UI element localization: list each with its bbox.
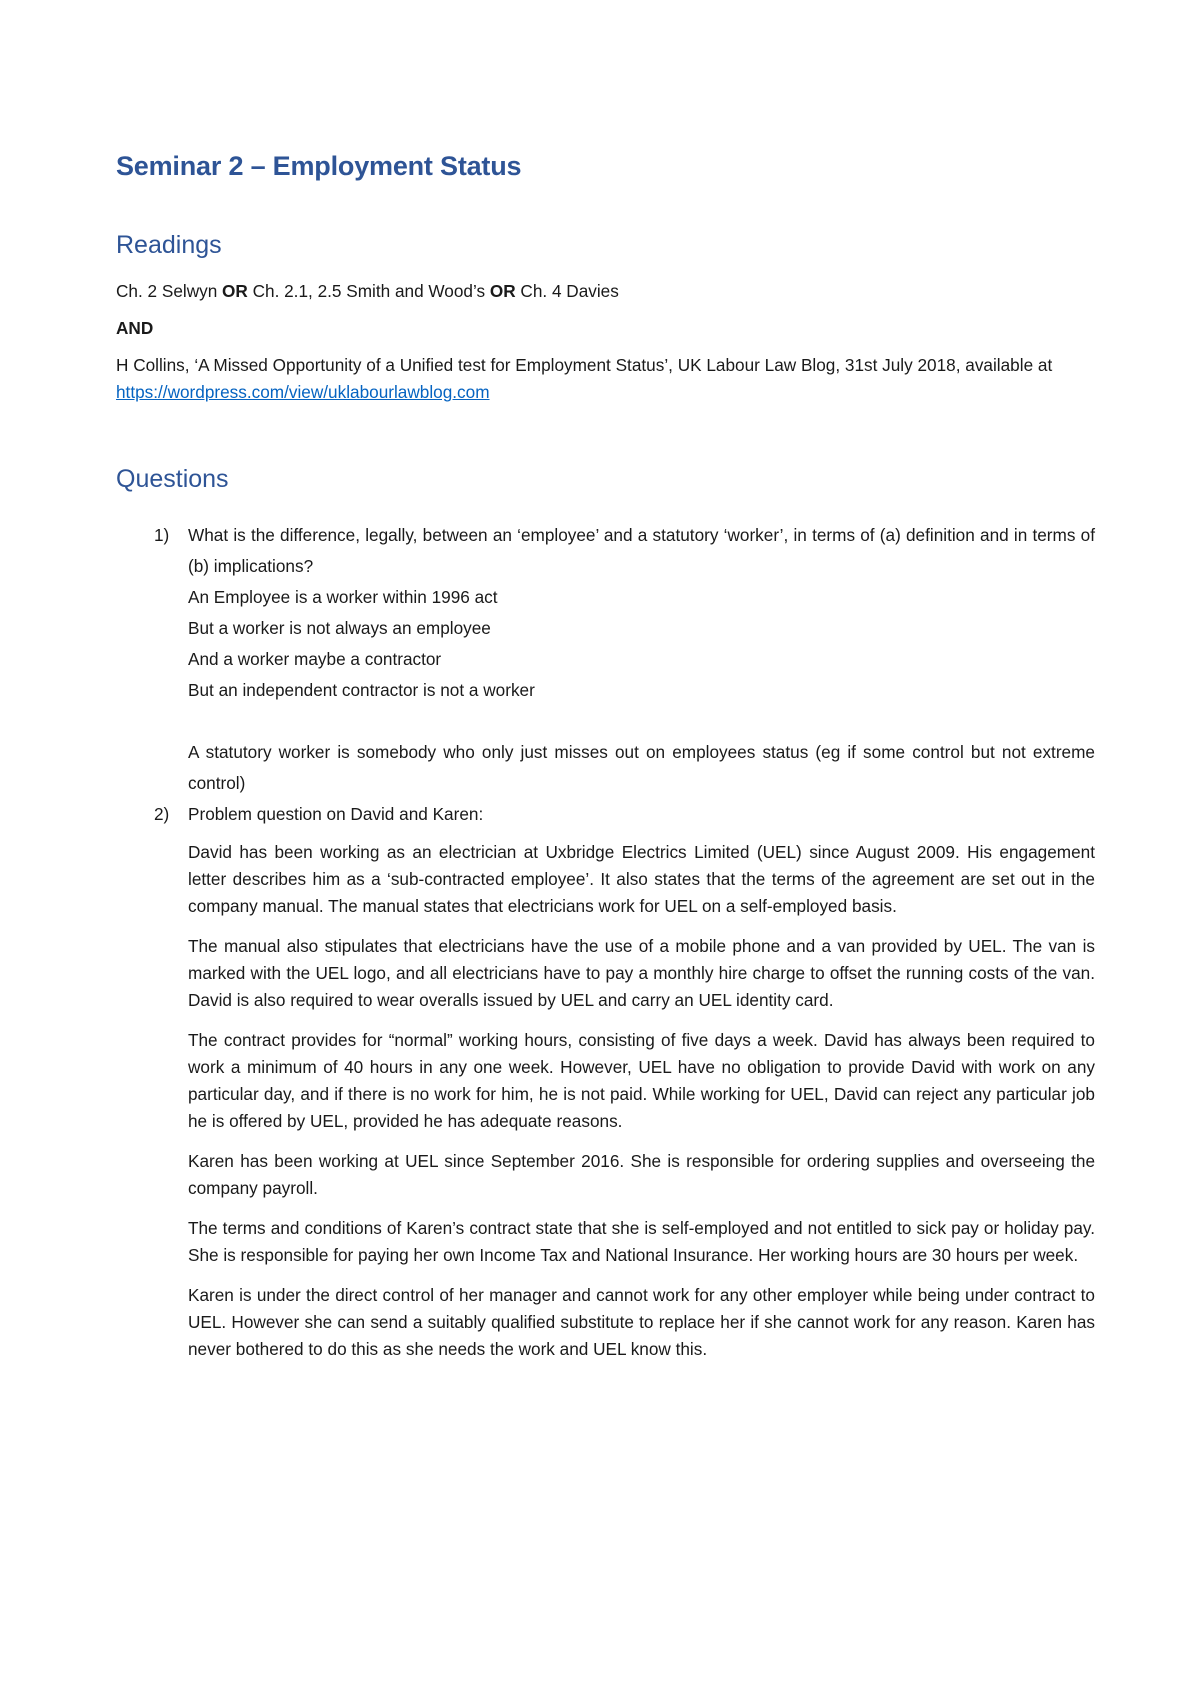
or-label: OR — [222, 281, 248, 301]
scenario-paragraph: David has been working as an electrician at Uxbridge Electrics Limited (UEL) since August 2009. His engagement letter describes him as a ‘sub-contracted employee’. It also states that the terms of the agreement are set out in the company manual. The manual states that electricians work for UEL on a self-employed basis. — [188, 842, 1095, 916]
scenario-paragraph: The terms and conditions of Karen’s contract state that she is self-employed and not entitled to sick pay or holiday pay. She is responsible for paying her own Income Tax and National Insurance. Her working hours are 30 hours per week. — [188, 1218, 1095, 1265]
question-item — [116, 520, 1095, 799]
readings-heading: Readings — [116, 231, 222, 259]
answer-line: But an independent contractor is not a worker — [188, 680, 535, 700]
reading-davies: Ch. 4 Davies — [515, 281, 619, 301]
question-item — [116, 799, 1095, 1363]
scenario-paragraph: Karen is under the direct control of her manager and cannot work for any other employer while being under contract to UEL. However she can send a suitably qualified substitute to replace her if she cannot work for any reason. Karen has never bothered to do this as she needs the work and UEL know this. — [188, 1285, 1095, 1359]
answer-note: A statutory worker is somebody who only just misses out on employees status (eg if some control but not extreme control) — [188, 742, 1095, 793]
reading-smith-wood: Ch. 2.1, 2.5 Smith and Wood’s — [247, 281, 490, 301]
readings-list — [116, 278, 1095, 305]
problem-scenario — [188, 839, 1095, 1363]
spacer — [188, 706, 1095, 737]
blog-link[interactable]: https://wordpress.com/view/uklabourlawblog.com — [116, 382, 490, 402]
and-label: AND — [116, 318, 154, 338]
questions-heading: Questions — [116, 465, 229, 493]
questions-list — [116, 520, 1095, 1363]
scenario-paragraph: The contract provides for “normal” working hours, consisting of five days a week. David has always been required to work a minimum of 40 hours in any one week. However, UEL have no obligation to provide David with work on any particular day, and if there is no work for him, he is not paid. While working for UEL, David can reject any particular job he is offered by UEL, provided he has adequate reasons. — [188, 1030, 1095, 1131]
collins-reference — [116, 352, 1095, 406]
page-title: Seminar 2 – Employment Status — [116, 151, 522, 181]
question-number: 2) — [154, 804, 170, 824]
reading-selwyn: Ch. 2 Selwyn — [116, 281, 223, 301]
question-text: Problem question on David and Karen: — [188, 804, 484, 824]
scenario-paragraph: The manual also stipulates that electricians have the use of a mobile phone and a van provided by UEL. The van is marked with the UEL logo, and all electricians have to pay a monthly hire charge to offset the running costs of the van. David is also required to wear overalls issued by UEL and carry an UEL identity card. — [188, 936, 1095, 1010]
collins-reference-text: H Collins, ‘A Missed Opportunity of a Unified test for Employment Status’, UK Labour Law Blog, 31st July 2018, available at — [116, 355, 1053, 375]
question-number: 1) — [154, 525, 170, 545]
answer-line: But a worker is not always an employee — [188, 618, 491, 638]
or-label: OR — [489, 281, 516, 301]
scenario-paragraph: Karen has been working at UEL since September 2016. She is responsible for ordering supplies and overseeing the company payroll. — [188, 1151, 1095, 1198]
answer-line: And a worker maybe a contractor — [188, 649, 442, 669]
question-text: What is the difference, legally, between an ‘employee’ and a statutory ‘worker’, in terms of (a) definition and in terms of (b) implications? — [188, 525, 1095, 576]
answer-line: An Employee is a worker within 1996 act — [188, 587, 498, 607]
